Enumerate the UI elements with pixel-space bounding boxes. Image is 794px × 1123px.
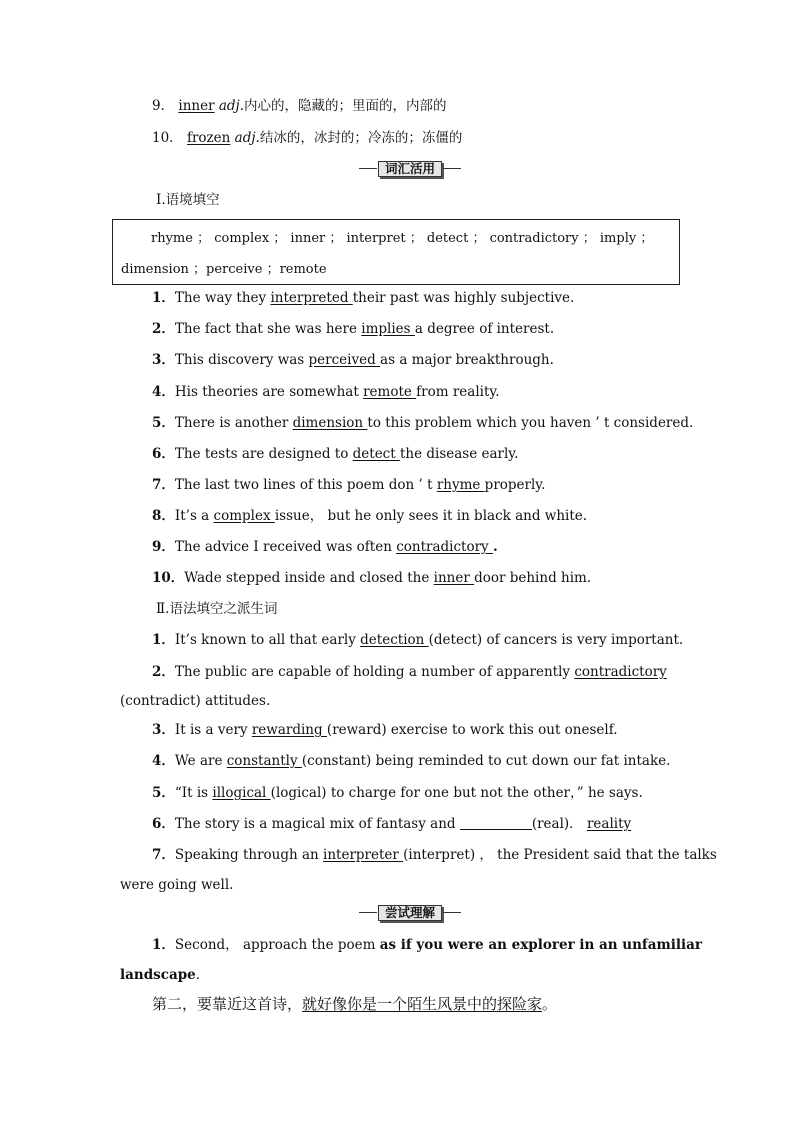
item-text: (interpret) ， the President said that the talks [403, 847, 717, 863]
exercise-item [152, 351, 554, 369]
answer: interpreted [270, 290, 353, 306]
item-text: from reality. [416, 384, 500, 400]
item-text: The story is a magical mix of fantasy and [174, 816, 460, 832]
part-of-speech: adj. [234, 130, 260, 146]
item-number: 4． [152, 753, 175, 769]
answer: detection [360, 632, 429, 648]
word-bank-box [112, 219, 680, 285]
section-title: Ⅰ.语境填空 [156, 192, 220, 208]
answer: illogical [212, 785, 271, 801]
item-number: 7． [152, 847, 175, 863]
exercise-item [152, 721, 618, 739]
exercise-item [152, 320, 554, 338]
item-text: as a major breakthrough. [380, 352, 554, 368]
item-text: His theories are somewhat [174, 384, 364, 400]
answer: constantly [226, 753, 302, 769]
exercise-item [152, 936, 702, 954]
exercise-item-continued [120, 692, 270, 710]
item-text: It’s known to all that early [174, 632, 361, 648]
exercise-item [152, 445, 518, 463]
vocab-meaning: 结冰的，冰封的；冷冻的；冻僵的 [259, 130, 463, 146]
item-number: 3． [152, 722, 175, 738]
vocab-item [152, 129, 462, 147]
item-text: It is a very [174, 722, 252, 738]
item-text: their past was highly subjective. [352, 290, 575, 306]
item-number: 6． [152, 816, 175, 832]
section-banner: 尝试理解 [378, 905, 442, 921]
item-text: It’s a [174, 508, 214, 524]
item-text: We are [174, 753, 227, 769]
translation [152, 995, 557, 1013]
item-text: properly. [484, 477, 546, 493]
exercise-item [152, 815, 631, 833]
answer: implies [361, 321, 415, 337]
item-number: 2． [152, 664, 175, 680]
item-text: Wade stepped inside and closed the [184, 570, 434, 586]
word-bank-line: rhyme ； complex ； inner ； interpret ； detect ； contradictory ； imply ； [151, 231, 654, 246]
answer: rewarding [251, 722, 327, 738]
exercise-item [152, 752, 670, 770]
item-number: 2． [152, 321, 175, 337]
item-number: 7． [152, 477, 175, 493]
item-text: issue， but he only sees it in black and white. [274, 508, 588, 524]
exercise-item-continued [120, 876, 233, 894]
item-text: “It is [174, 785, 213, 801]
answer: rhyme [436, 477, 485, 493]
answer: interpreter [323, 847, 404, 863]
answer: inner [433, 570, 475, 586]
item-number: 5． [152, 415, 175, 431]
exercise-item [152, 507, 587, 525]
item-number: 9． [152, 539, 175, 555]
translation-text: 。 [542, 995, 558, 1013]
item-text: The tests are designed to [174, 446, 353, 462]
key-phrase: landscape [120, 967, 196, 983]
item-number: 1． [152, 937, 175, 953]
exercise-item [152, 784, 643, 802]
vocab-meaning: 内心的，隐藏的；里面的，内部的 [244, 98, 447, 114]
item-text: . [195, 967, 201, 983]
item-number: 6． [152, 446, 175, 462]
answer: detect [352, 446, 400, 462]
answer: remote [363, 384, 417, 400]
item-text: The last two lines of this poem don ’ t [174, 477, 437, 493]
item-text: The way they [174, 290, 271, 306]
item-text: (contradict) attitudes. [120, 693, 271, 709]
vocab-word: inner [178, 98, 215, 114]
item-number: 1． [152, 290, 175, 306]
word-bank-line: dimension ；perceive ；remote [121, 262, 327, 277]
answer: perceived [308, 352, 381, 368]
exercise-item [152, 569, 591, 587]
part-of-speech: adj. [218, 98, 245, 114]
vocab-word: frozen [186, 130, 231, 146]
answer: contradictory [574, 664, 667, 680]
item-number: 5． [152, 785, 175, 801]
item-text: Second， approach the poem [174, 937, 380, 953]
item-text: . [492, 539, 498, 555]
exercise-item [152, 538, 498, 556]
section-banner: 词汇活用 [378, 161, 442, 177]
item-number: 4． [152, 384, 175, 400]
exercise-item [152, 663, 667, 681]
exercise-item [152, 289, 574, 307]
answer: dimension [292, 415, 368, 431]
answer-blank [460, 816, 532, 830]
item-text: The advice I received was often [174, 539, 397, 555]
exercise-item [152, 414, 693, 432]
item-text: The fact that she was here [174, 321, 362, 337]
item-text: (logical) to charge for one but not the other，” he says. [270, 785, 643, 801]
item-text: (constant) being reminded to cut down our fat intake. [301, 753, 671, 769]
item-number: 1． [152, 632, 175, 648]
item-number: 10． [152, 130, 183, 146]
item-text: were going well. [120, 877, 234, 893]
item-number: 8． [152, 508, 175, 524]
item-text: (real)． [531, 816, 587, 832]
translation-text: 第二，要靠近这首诗， [152, 995, 303, 1013]
item-text: door behind him. [474, 570, 592, 586]
item-number: 10． [152, 570, 185, 586]
exercise-item [152, 846, 717, 864]
item-number: 9． [152, 98, 175, 114]
answer: contradictory [396, 539, 493, 555]
item-text: a degree of interest. [414, 321, 555, 337]
item-text: There is another [174, 415, 293, 431]
item-text: (reward) exercise to work this out oneself. [326, 722, 618, 738]
item-text: to this problem which you haven ’ t considered. [367, 415, 694, 431]
item-text: Speaking through an [174, 847, 324, 863]
exercise-item [152, 383, 500, 401]
vocab-item [152, 97, 447, 115]
answer: reality [586, 816, 632, 832]
item-text: the disease early. [399, 446, 519, 462]
item-text: The public are capable of holding a number of apparently [174, 664, 575, 680]
section-title: Ⅱ.语法填空之派生词 [156, 601, 278, 617]
exercise-item [152, 631, 683, 649]
item-text: (detect) of cancers is very important. [428, 632, 684, 648]
exercise-item-continued [120, 966, 200, 984]
item-number: 3． [152, 352, 175, 368]
key-phrase: as if you were an explorer in an unfamiliar [379, 937, 703, 953]
answer: complex [213, 508, 275, 524]
item-text: This discovery was [174, 352, 309, 368]
exercise-item [152, 476, 545, 494]
translation-key: 就好像你是一个陌生风景中的探险家 [302, 995, 543, 1013]
